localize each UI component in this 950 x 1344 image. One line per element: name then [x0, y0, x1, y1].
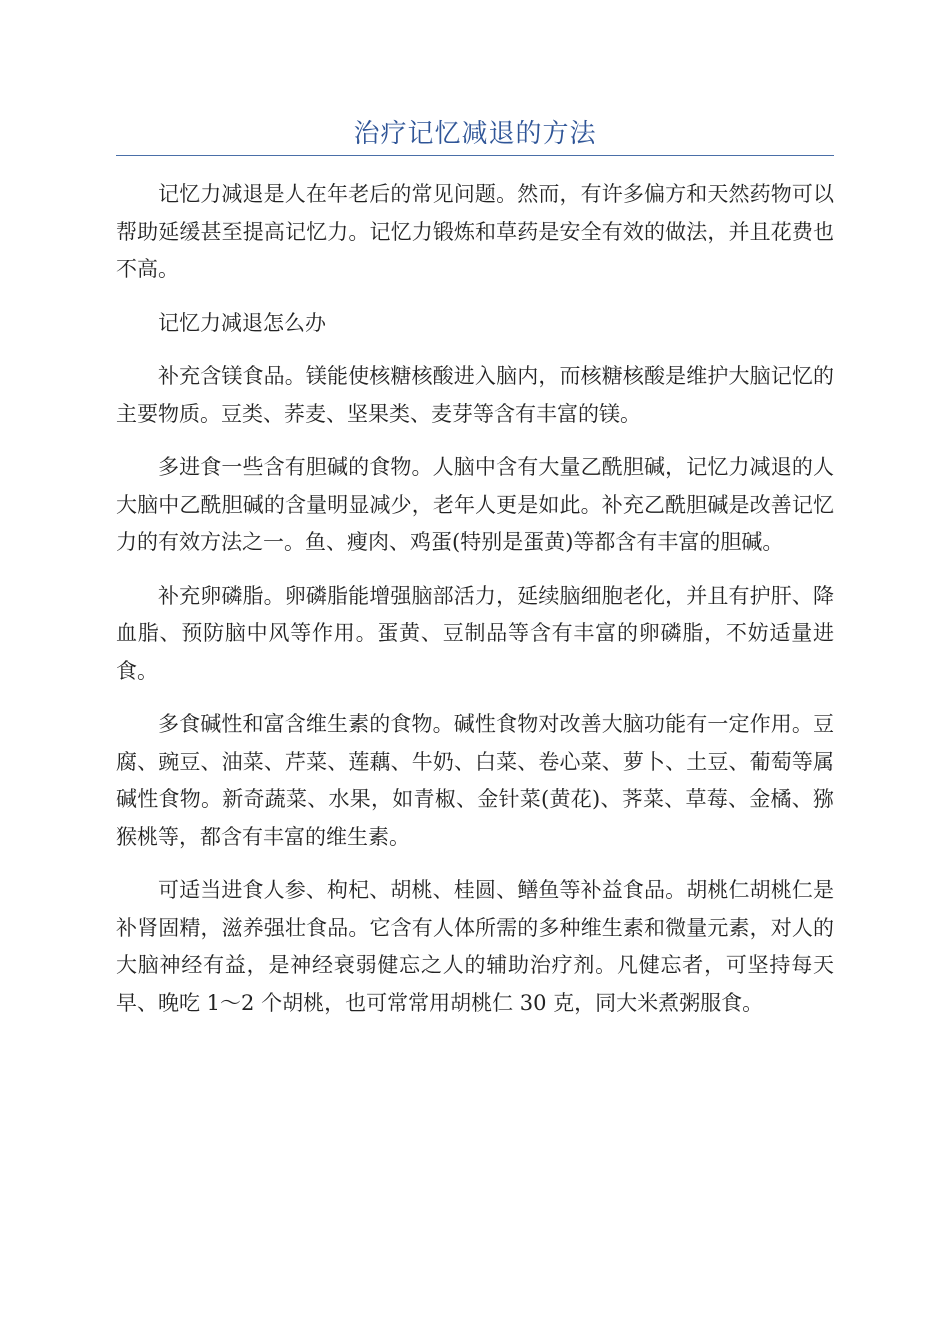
paragraph-magnesium: 补充含镁食品。镁能使核糖核酸进入脑内，而核糖核酸是维护大脑记忆的主要物质。豆类、荞麦、坚果类、麦芽等含有丰富的镁。 — [116, 364, 834, 426]
paragraph-intro: 记忆力减退是人在年老后的常见问题。然而，有许多偏方和天然药物可以帮助延缓甚至提高记忆力。记忆力锻炼和草药是安全有效的做法，并且花费也不高。 — [116, 182, 834, 281]
paragraph-lecithin: 补充卵磷脂。卵磷脂能增强脑部活力，延续脑细胞老化，并且有护肝、降血脂、预防脑中风等作用。蛋黄、豆制品等含有丰富的卵磷脂，不妨适量进食。 — [116, 583, 834, 683]
paragraph-choline: 多进食一些含有胆碱的食物。人脑中含有大量乙酰胆碱，记忆力减退的人大脑中乙酰胆碱的含量明显减少，老年人更是如此。补充乙酰胆碱是改善记忆力的有效方法之一。鱼、瘦肉、鸡蛋(特别是蛋黄)等都含有丰富的胆碱。 — [116, 455, 834, 554]
document-body — [116, 176, 834, 1022]
paragraph-subheading: 记忆力减退怎么办 — [158, 310, 326, 335]
paragraph-tonic-food: 可适当进食人参、枸杞、胡桃、桂圆、鳝鱼等补益食品。胡桃仁胡桃仁是补肾固精，滋养强壮食品。它含有人体所需的多种维生素和微量元素，对人的大脑神经有益，是神经衰弱健忘之人的辅助治疗剂。凡健忘者，可坚持每天早、晚吃 1～2 个胡桃，也可常常用胡桃仁 30 克，同大米煮粥服食。 — [116, 878, 834, 1015]
paragraph-alkaline-food: 多食碱性和富含维生素的食物。碱性食物对改善大脑功能有一定作用。豆腐、豌豆、油菜、芹菜、莲藕、牛奶、白菜、卷心菜、萝卜、土豆、葡萄等属碱性食物。新奇蔬菜、水果，如青椒、金针菜(黄花)、荠菜、草莓、金橘、猕猴桃等，都含有丰富的维生素。 — [116, 712, 834, 849]
document-page — [116, 0, 834, 1344]
document-title: 治疗记忆减退的方法 — [116, 116, 834, 156]
